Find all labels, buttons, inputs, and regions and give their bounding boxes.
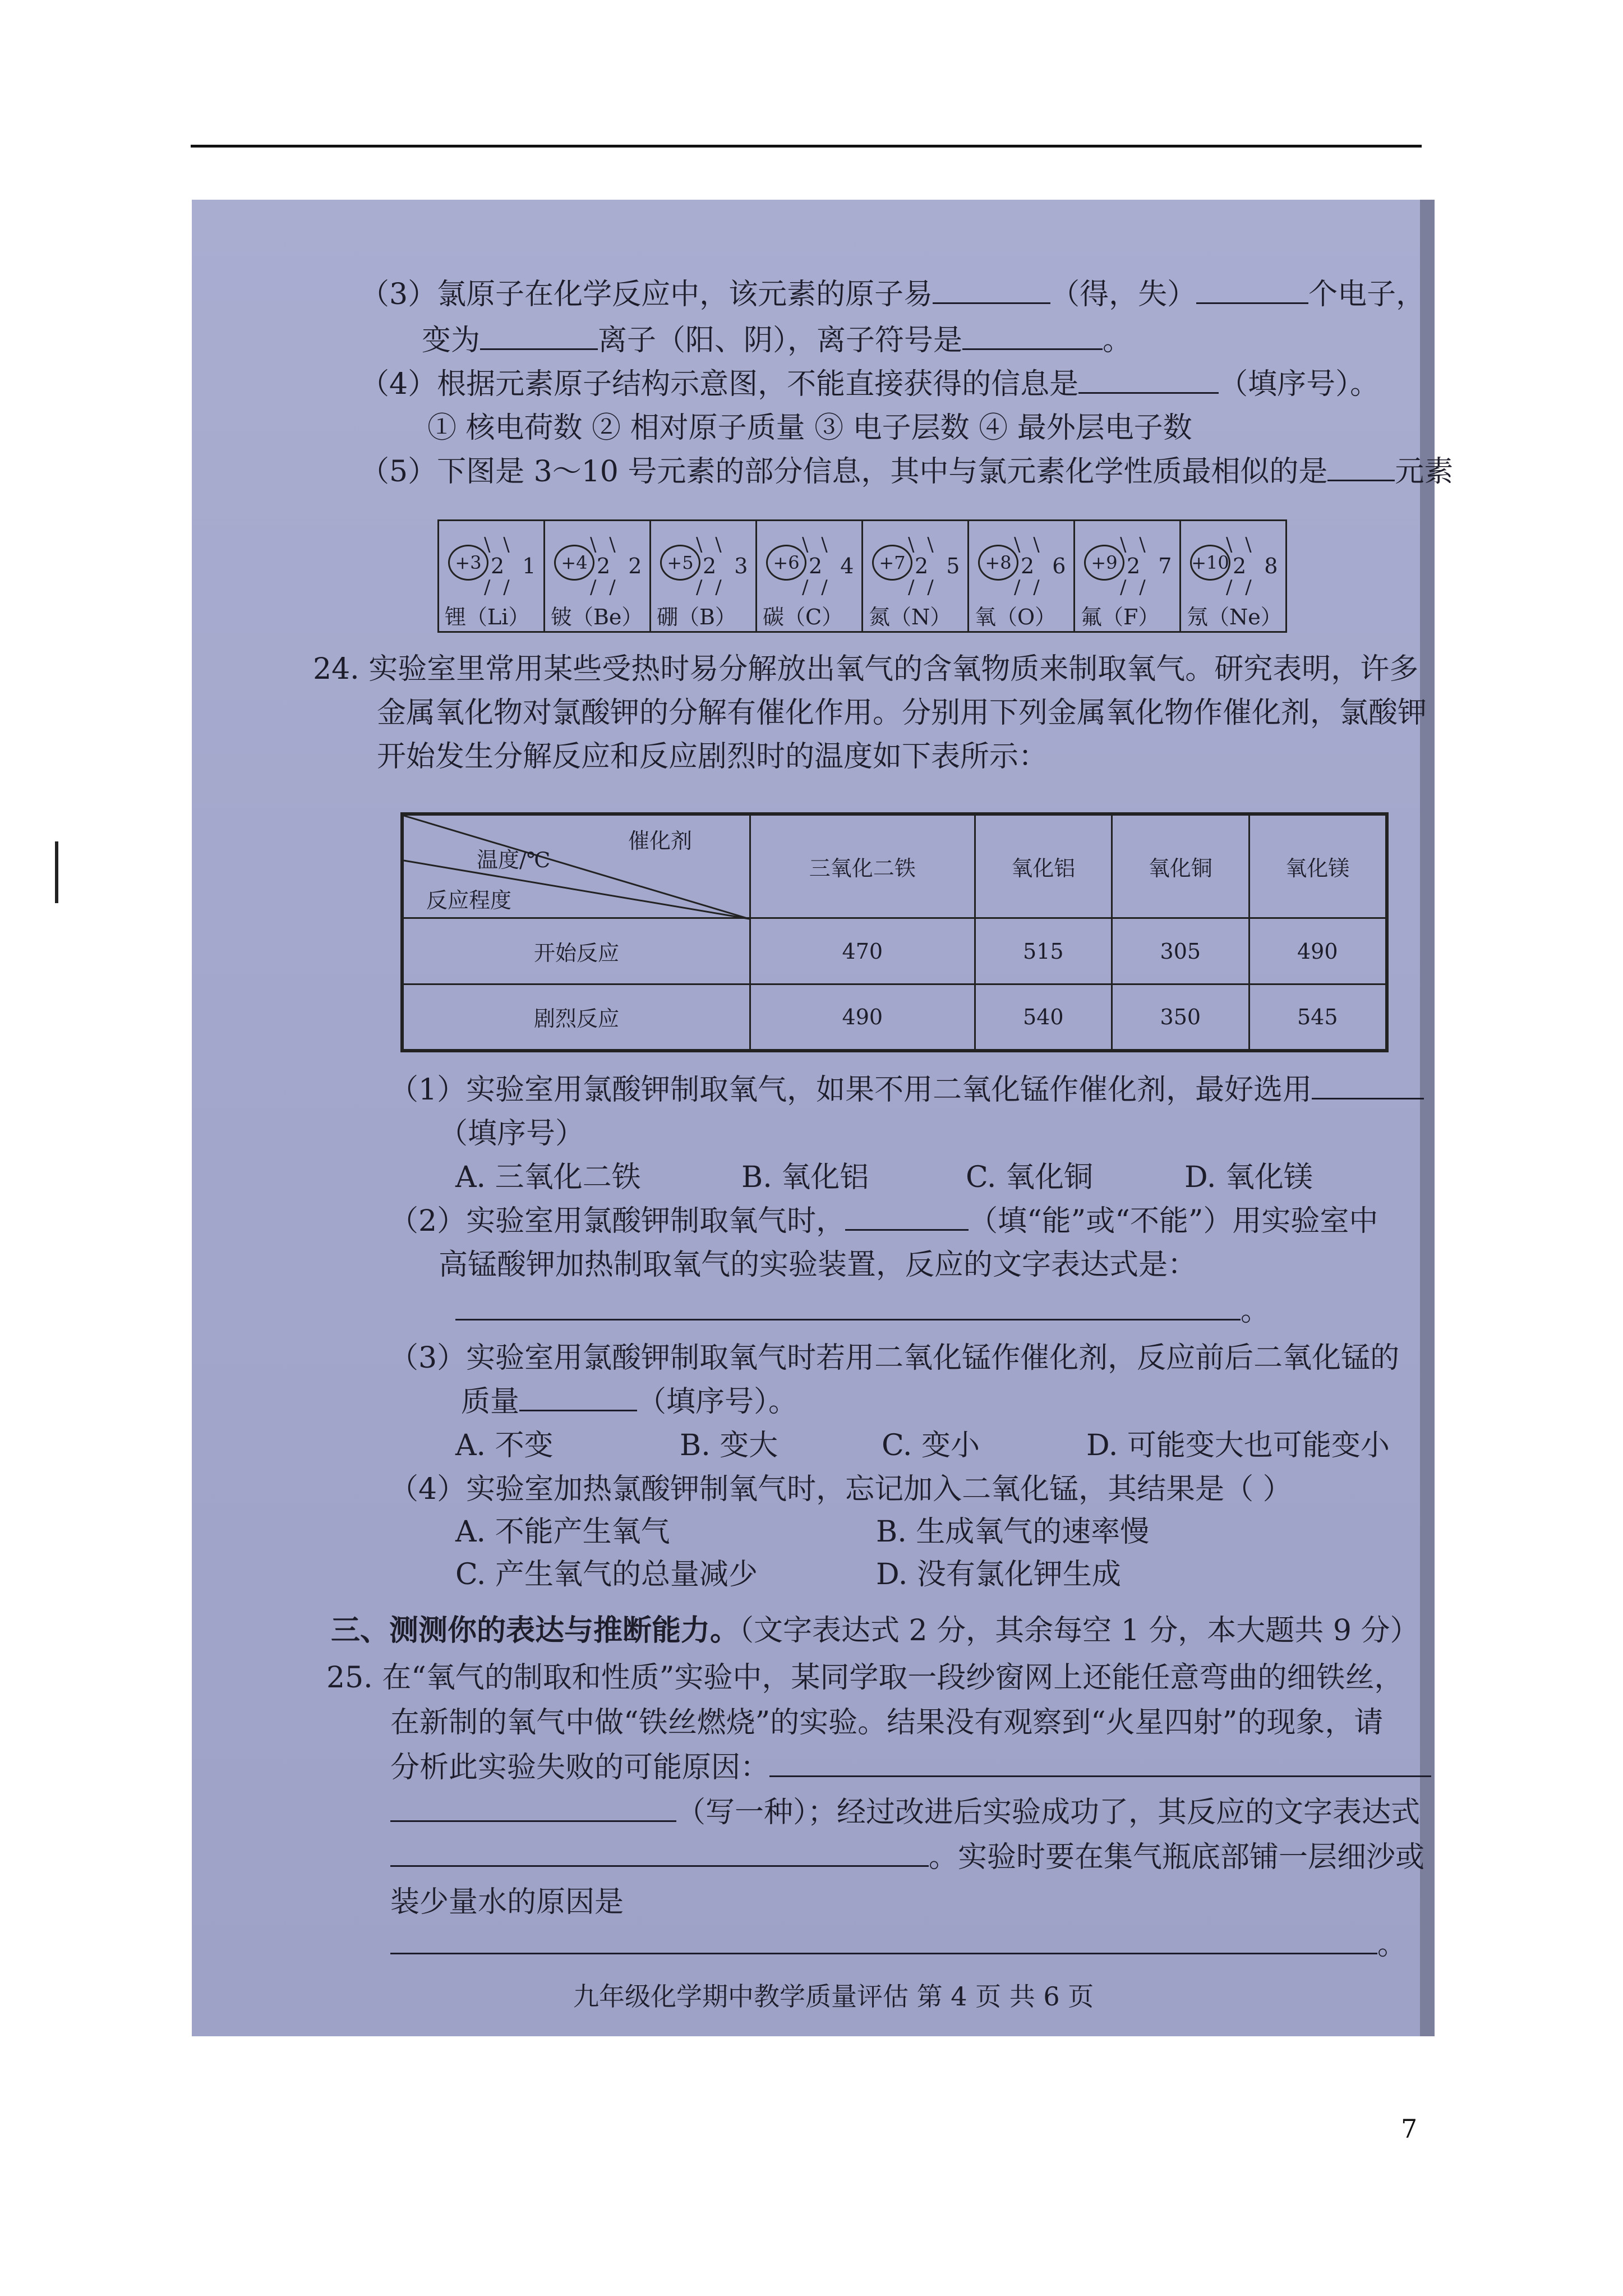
table-row [403, 918, 1386, 984]
electron-shells: 2 3 [703, 554, 754, 578]
shell-arcs: / / [1120, 576, 1149, 599]
atom-b [651, 521, 757, 631]
atomic-structure-diagrams [437, 519, 1287, 633]
answer-blank[interactable] [769, 1751, 1431, 1777]
atom-li [439, 521, 545, 631]
q23-part3-line1: （3）氯原子在化学反应中，该元素的原子易 （得，失） 个电子， [360, 278, 1426, 311]
q24-part2-line3: 。 [455, 1294, 1270, 1328]
electron-shells: 2 8 [1233, 554, 1284, 578]
q24-part4-option-b[interactable]: B. 生成氧气的速率慢 [876, 1515, 1150, 1549]
shell-arcs: \ \ [1014, 533, 1043, 556]
nucleus: +4 [554, 545, 594, 581]
q24-part1-line1: （1）实验室用氯酸钾制取氧气，如果不用二氧化锰作催化剂，最好选用 [389, 1073, 1424, 1107]
answer-blank[interactable] [1196, 278, 1308, 304]
shell-arcs: / / [1226, 576, 1255, 599]
shell-arcs: \ \ [590, 533, 619, 556]
section-3-heading [331, 1613, 1419, 1648]
table-cell: 545 [1249, 984, 1386, 1050]
answer-blank[interactable] [1312, 1073, 1424, 1099]
table-header-cell: 氧化铝 [975, 815, 1112, 918]
table-cell: 305 [1112, 918, 1249, 984]
element-name: 铍（Be） [551, 605, 643, 629]
answer-blank[interactable] [390, 1841, 929, 1867]
q24-part1-option-a[interactable]: A. 三氧化二铁 [455, 1161, 641, 1194]
shell-arcs: \ \ [696, 533, 725, 556]
q25-line7: 。 [390, 1927, 1407, 1962]
answer-blank[interactable] [455, 1294, 1241, 1320]
q24-part3-option-d[interactable]: D. 可能变大也可能变小 [1086, 1429, 1390, 1462]
table-cell: 540 [975, 984, 1112, 1050]
q24-part3-option-a[interactable]: A. 不变 [455, 1429, 554, 1462]
nucleus: +5 [660, 545, 700, 581]
element-name: 氖（Ne） [1187, 605, 1282, 629]
atom-c [757, 521, 863, 631]
table-cell: 490 [750, 984, 975, 1050]
corner-label-catalyst: 催化剂 [628, 829, 693, 853]
q24-intro-line1: 24. 实验室里常用某些受热时易分解放出氧气的含氧物质来制取氧气。研究表明，许多 [313, 652, 1419, 686]
q24-part4-line1: （4）实验室加热氯酸钾制氧气时，忘记加入二氧化锰，其结果是（ ） [389, 1473, 1292, 1506]
q24-part2-line1: （2）实验室用氯酸钾制取氧气时， （填“能”或“不能”）用实验室中 [389, 1204, 1378, 1238]
q24-intro-line2: 金属氧化物对氯酸钾的分解有催化作用。分别用下列金属氧化物作催化剂，氯酸钾 [377, 696, 1427, 730]
table-header-cell: 氧化镁 [1249, 815, 1386, 918]
electron-shells: 2 5 [915, 554, 966, 578]
nucleus: +7 [872, 545, 912, 581]
q24-part3-option-b[interactable]: B. 变大 [680, 1429, 778, 1462]
exam-footer: 九年级化学期中教学质量评估 第 4 页 共 6 页 [573, 1981, 1094, 2012]
answer-blank[interactable] [390, 1796, 676, 1822]
q25-line3: 分析此实验失败的可能原因： [390, 1750, 1431, 1785]
element-name: 氧（O） [975, 605, 1057, 629]
q24-part4-option-d[interactable]: D. 没有氯化钾生成 [876, 1558, 1121, 1591]
nucleus: +6 [766, 545, 806, 581]
table-cell: 470 [750, 918, 975, 984]
shell-arcs: / / [802, 576, 831, 599]
table-row [403, 984, 1386, 1050]
table-cell: 515 [975, 918, 1112, 984]
corner-label-degree: 反应程度 [426, 888, 512, 913]
q24-part1-option-c[interactable]: C. 氧化铜 [966, 1161, 1093, 1194]
table-row-label: 剧烈反应 [403, 984, 750, 1050]
corner-label-temperature: 温度/℃ [477, 848, 551, 872]
element-name: 碳（C） [763, 605, 843, 629]
answer-blank[interactable] [933, 278, 1050, 304]
section-3-title: 三、测测你的表达与推断能力。 [331, 1613, 740, 1648]
shell-arcs: \ \ [484, 533, 513, 556]
q25-line6: 装少量水的原因是 [390, 1885, 624, 1919]
q23-part3-line2: 变为 离子（阳、阴），离子符号是 。 [422, 324, 1132, 357]
q24-part4-option-c[interactable]: C. 产生氧气的总量减少 [455, 1558, 758, 1591]
q23-part5-line: （5）下图是 3～10 号元素的部分信息，其中与氯元素化学性质最相似的是 元素 [360, 455, 1454, 489]
q23-part4-line1: （4）根据元素原子结构示意图，不能直接获得的信息是 （填序号）。 [360, 367, 1380, 401]
shell-arcs: \ \ [802, 533, 831, 556]
electron-shells: 2 7 [1127, 554, 1178, 578]
element-name: 锂（Li） [445, 605, 530, 629]
q24-part2-line2: 高锰酸钾加热制取氧气的实验装置，反应的文字表达式是： [439, 1248, 1197, 1282]
electron-shells: 2 2 [597, 554, 648, 578]
q23-part4-options: ① 核电荷数 ② 相对原子质量 ③ 电子层数 ④ 最外层电子数 [427, 411, 1192, 445]
answer-blank[interactable] [1327, 455, 1395, 481]
table-cell: 350 [1112, 984, 1249, 1050]
table-row-label: 开始反应 [403, 918, 750, 984]
electron-shells: 2 1 [491, 554, 542, 578]
element-name: 硼（B） [657, 605, 736, 629]
atom-ne [1181, 521, 1285, 631]
q24-part1-option-b[interactable]: B. 氧化铝 [741, 1161, 869, 1194]
q24-intro-line3: 开始发生分解反应和反应剧烈时的温度如下表所示： [377, 740, 1048, 774]
element-name: 氮（N） [869, 605, 952, 629]
shell-arcs: \ \ [1226, 533, 1255, 556]
answer-blank[interactable] [962, 324, 1103, 350]
electron-shells: 2 4 [809, 554, 860, 578]
q25-line2: 在新制的氧气中做“铁丝燃烧”的实验。结果没有观察到“火星四射”的现象，请 [390, 1706, 1384, 1740]
nucleus: +9 [1084, 545, 1124, 581]
q24-part1-hint: （填序号） [439, 1117, 585, 1151]
scanned-exam-photo [192, 200, 1454, 2036]
electron-shells: 2 6 [1021, 554, 1072, 578]
nucleus: +8 [978, 545, 1018, 581]
table-header-cell: 氧化铜 [1112, 815, 1249, 918]
answer-blank[interactable] [480, 324, 598, 350]
section-3-note: （文字表达式 2 分，其余每空 1 分，本大题共 9 分） [739, 1614, 1419, 1648]
atom-o [969, 521, 1075, 631]
atom-f [1075, 521, 1181, 631]
q24-part3-option-c[interactable]: C. 变小 [882, 1429, 980, 1462]
table-header-cell: 三氧化二铁 [750, 815, 975, 918]
q24-part4-option-a[interactable]: A. 不能产生氧气 [455, 1515, 670, 1549]
table-cell: 490 [1249, 918, 1386, 984]
table-corner-cell [403, 815, 750, 918]
nucleus: +10 [1190, 545, 1230, 581]
answer-blank[interactable] [1078, 367, 1219, 394]
q25-line5: 。实验时要在集气瓶底部铺一层细沙或 [390, 1840, 1424, 1875]
element-name: 氟（F） [1081, 605, 1160, 629]
shell-arcs: \ \ [1120, 533, 1149, 556]
q24-part1-option-d[interactable]: D. 氧化镁 [1184, 1161, 1313, 1194]
header-rule [191, 145, 1422, 148]
shell-arcs: \ \ [908, 533, 937, 556]
q25-line4: （写一种）；经过改进后实验成功了，其反应的文字表达式 [390, 1795, 1420, 1830]
q24-part3-line1: （3）实验室用氯酸钾制取氧气时若用二氧化锰作催化剂，反应前后二氧化锰的 [389, 1341, 1400, 1375]
q24-part3-line2: 质量 （填序号）。 [461, 1385, 798, 1419]
nucleus: +3 [448, 545, 488, 581]
margin-mark [55, 841, 58, 903]
atom-be [545, 521, 651, 631]
shell-arcs: / / [484, 576, 513, 599]
answer-blank[interactable] [519, 1385, 637, 1411]
shell-arcs: / / [590, 576, 619, 599]
shell-arcs: / / [696, 576, 725, 599]
atom-n [863, 521, 969, 631]
q25-line1: 25. 在“氧气的制取和性质”实验中，某同学取一段纱窗网上还能任意弯曲的细铁丝， [326, 1661, 1404, 1695]
shell-arcs: / / [908, 576, 937, 599]
answer-blank[interactable] [390, 1928, 1377, 1954]
answer-blank[interactable] [845, 1204, 969, 1231]
shell-arcs: / / [1014, 576, 1043, 599]
page-number: 7 [1401, 2114, 1418, 2144]
catalyst-temperature-table [400, 812, 1389, 1052]
